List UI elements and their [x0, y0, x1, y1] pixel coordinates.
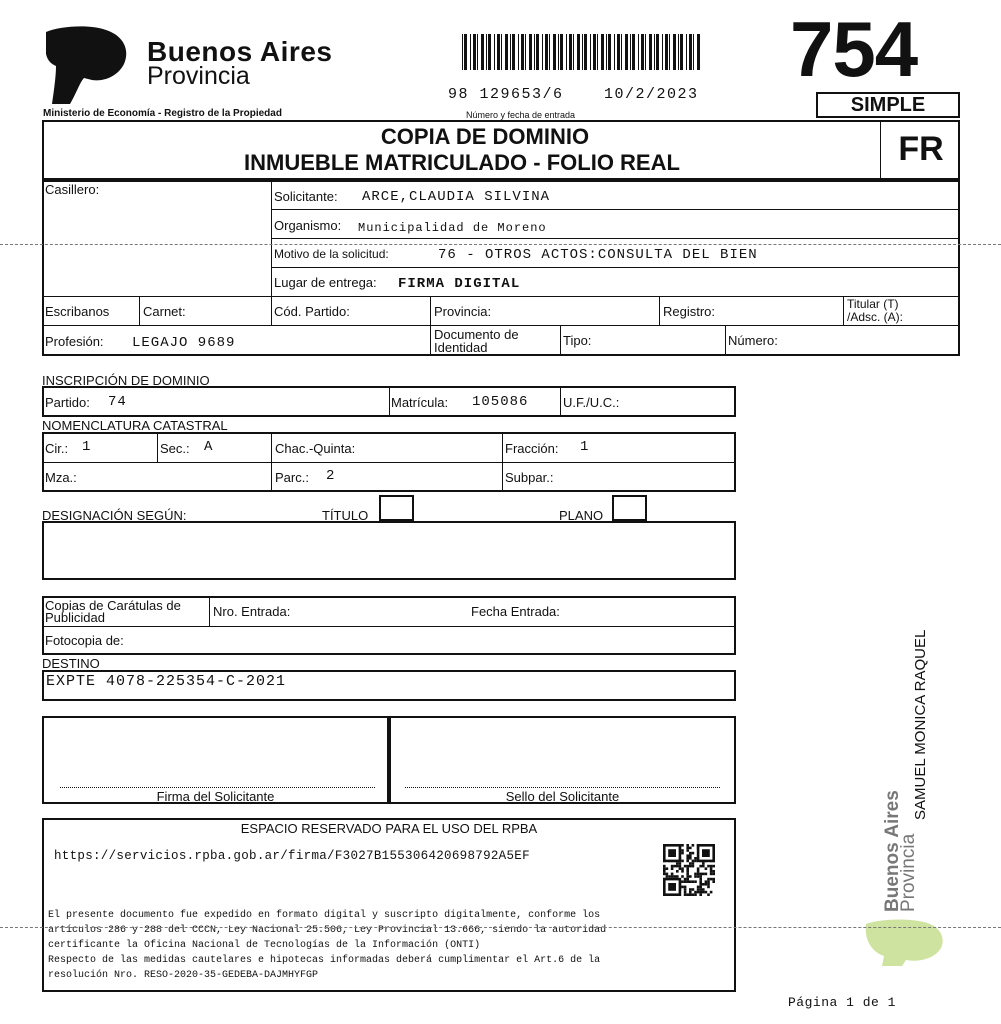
casillero-label: Casillero:: [45, 182, 100, 197]
matricula-value: 105086: [472, 394, 529, 410]
registro-label: Registro:: [663, 304, 716, 319]
verification-url[interactable]: https://servicios.rpba.gob.ar/firma/F3027B155306420698792A5EF: [54, 849, 530, 863]
brand-subtitle: Provincia: [147, 62, 250, 90]
barcode: [462, 34, 702, 70]
legal-line-1: El presente documento fue expedido en formato digital y suscripto digitalmente, conforme los: [48, 910, 601, 921]
title-line-1: COPIA DE DOMINIO: [380, 124, 590, 149]
legal-line-3: certificante la Oficina Nacional de Tecnologías de la Información (ONTI): [48, 940, 481, 951]
lugar-value: FIRMA DIGITAL: [398, 276, 521, 292]
firma-dotted-line: [60, 787, 375, 788]
signer-name: SAMUEL MONICA RAQUEL: [912, 629, 929, 820]
title-line-2: INMUEBLE MATRICULADO - FOLIO REAL: [244, 150, 680, 175]
type-badge-label: SIMPLE: [850, 94, 926, 116]
sec-label: Sec.:: [160, 441, 190, 456]
scan-line-top: [0, 244, 1001, 245]
form-code: FR: [898, 130, 944, 168]
motivo-value: 76 - OTROS ACTOS:CONSULTA DEL BIEN: [438, 247, 758, 263]
documento-label-2: Identidad: [434, 340, 488, 355]
scan-line-bottom: [0, 927, 1001, 928]
copias-label-2: Publicidad: [45, 610, 105, 625]
titular-label-1: Titular (T): [847, 297, 899, 311]
organismo-label: Organismo:: [274, 218, 342, 233]
nro-entrada-label: Nro. Entrada:: [213, 604, 291, 619]
documento-label-1: Documento de: [434, 327, 519, 342]
rpba-title: ESPACIO RESERVADO PARA EL USO DEL RPBA: [240, 821, 538, 836]
copias-label-1: Copias de Carátulas de: [45, 598, 181, 613]
carnet-label: Carnet:: [143, 304, 186, 319]
destino-label: DESTINO: [42, 656, 100, 671]
inscripcion-section-label: INSCRIPCIÓN DE DOMINIO: [42, 373, 210, 388]
subpar-label: Subpar.:: [505, 470, 554, 485]
designacion-box: [42, 521, 736, 580]
lugar-label: Lugar de entrega:: [274, 275, 377, 290]
designacion-label: DESIGNACIÓN SEGÚN:: [42, 508, 187, 523]
nomenclatura-section-label: NOMENCLATURA CATASTRAL: [42, 418, 228, 433]
solicitante-label: Solicitante:: [274, 189, 338, 204]
titular-label-2: /Adsc. (A):: [847, 310, 904, 324]
partido-value: 74: [108, 394, 127, 410]
brand-name: Buenos Aires: [147, 36, 333, 67]
escribanos-label: Escribanos: [45, 304, 110, 319]
legal-line-2: artículos 286 y 288 del CCCN, Ley Nacional 25.506, Ley Provincial 13.666, siendo la autoridad: [48, 925, 607, 936]
sec-value: A: [204, 439, 214, 455]
destino-value: EXPTE 4078-225354-C-2021: [46, 673, 287, 690]
profesion-label: Profesión:: [45, 334, 104, 349]
legal-line-4: Respecto de las medidas cautelares e hipotecas informadas deberá cumplimentar el Art.6 de la: [48, 955, 601, 966]
cir-label: Cir.:: [45, 441, 69, 456]
motivo-label: Motivo de la solicitud:: [274, 247, 389, 261]
matricula-label: Matrícula:: [391, 395, 449, 410]
side-brand-line-2: Provincia: [898, 833, 919, 912]
parc-value: 2: [326, 468, 336, 484]
mza-label: Mza.:: [45, 470, 77, 485]
chacra-label: Chac.-Quinta:: [275, 441, 356, 456]
legal-line-5: resolución Nro. RESO-2020-35-GEDEBA-DAJMHYFGP: [48, 970, 319, 981]
entry-date: 10/2/2023: [604, 86, 699, 103]
page-indicator: Página 1 de 1: [788, 995, 896, 1010]
tipo-label: Tipo:: [563, 333, 592, 348]
uf-label: U.F./U.C.:: [563, 395, 620, 410]
ministry-label: Ministerio de Economía - Registro de la Propiedad: [43, 108, 282, 119]
big-number: 754: [790, 5, 918, 93]
fraccion-value: 1: [580, 439, 590, 455]
cir-value: 1: [82, 439, 92, 455]
parc-label: Parc.:: [275, 470, 309, 485]
titulo-checkbox[interactable]: [379, 495, 414, 521]
plano-label: PLANO: [559, 508, 604, 523]
plano-checkbox[interactable]: [612, 495, 647, 521]
provincia-label: Provincia:: [434, 304, 492, 319]
organismo-value: Municipalidad de Moreno: [358, 221, 547, 235]
titulo-label: TÍTULO: [322, 508, 369, 523]
numero-label: Número:: [728, 333, 778, 348]
entry-caption: Número y fecha de entrada: [466, 110, 576, 120]
type-badge: [816, 92, 960, 118]
cod-partido-label: Cód. Partido:: [274, 304, 350, 319]
stamp-logo: [862, 918, 946, 966]
partido-label: Partido:: [45, 395, 90, 410]
sello-label: Sello del Solicitante: [505, 789, 620, 804]
fotocopia-label: Fotocopia de:: [45, 633, 124, 648]
province-logo: [40, 24, 132, 106]
profesion-value: LEGAJO 9689: [132, 335, 236, 351]
solicitante-value: ARCE,CLAUDIA SILVINA: [362, 189, 551, 205]
fecha-entrada-label: Fecha Entrada:: [471, 604, 560, 619]
side-brand-line-1: Buenos Aires: [882, 790, 903, 912]
qr-code[interactable]: [652, 843, 726, 897]
sello-dotted-line: [405, 787, 720, 788]
fraccion-label: Fracción:: [505, 441, 559, 456]
entry-number: 98 129653/6: [448, 86, 564, 103]
firma-label: Firma del Solicitante: [156, 789, 275, 804]
